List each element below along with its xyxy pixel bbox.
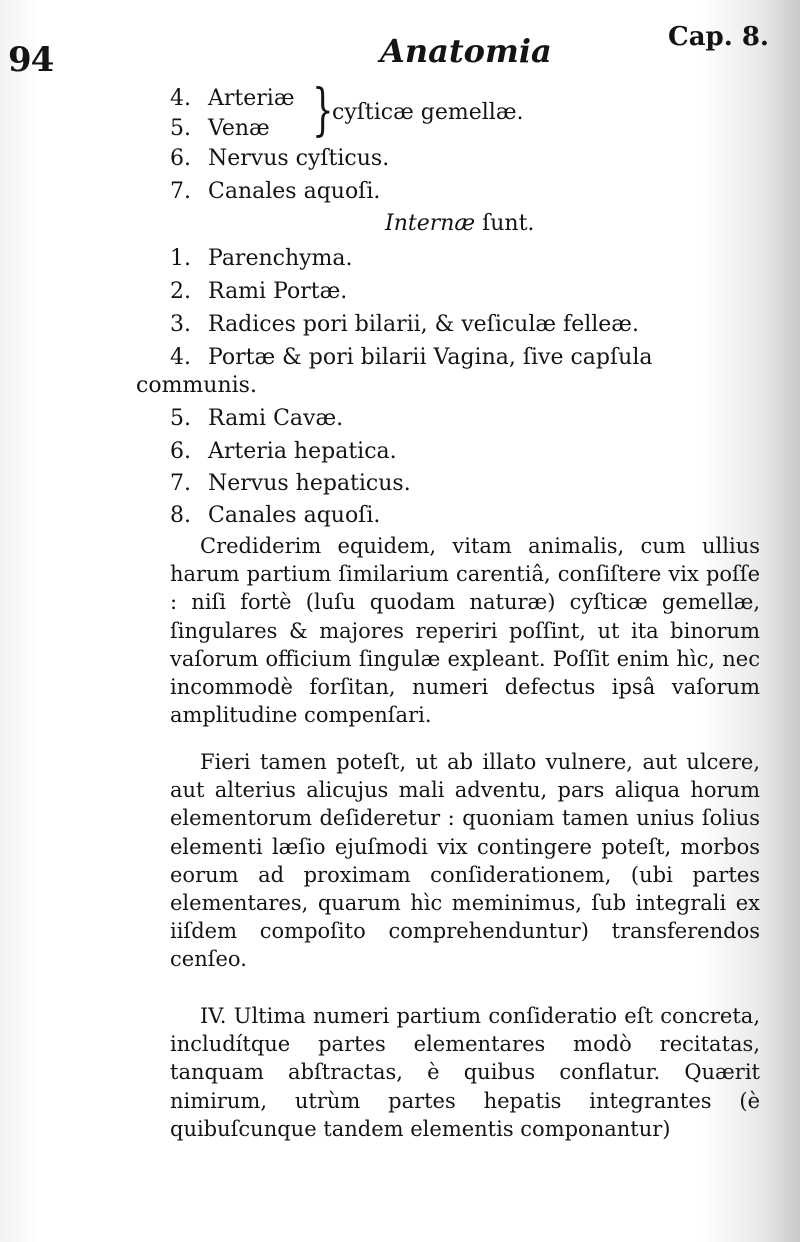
list-number: 7. — [170, 471, 191, 496]
paragraph — [170, 1002, 760, 1143]
list-text: Nervus hepaticus. — [208, 471, 411, 496]
list-number: 7. — [170, 179, 191, 204]
list-text: communis. — [136, 373, 257, 398]
paragraph — [170, 748, 760, 974]
list-text: Rami Portæ. — [208, 279, 348, 304]
list-number: 5. — [170, 406, 191, 431]
list-number: 2. — [170, 279, 191, 304]
list-item — [170, 502, 380, 530]
brace-shared-text: cyſticæ gemellæ. — [332, 100, 524, 125]
section-subheading — [385, 210, 534, 238]
brace-group — [170, 78, 630, 145]
list-item — [170, 278, 347, 306]
list-item-continuation — [136, 372, 257, 400]
list-number: 4. — [170, 345, 191, 370]
list-item — [170, 115, 270, 143]
chapter-label: Cap. 8. — [668, 22, 769, 52]
list-number: 1. — [170, 246, 191, 271]
subheading-italic: Internæ — [385, 211, 476, 236]
paragraph-text: Fieri tamen poteſt, ut ab illato vulnere, aut ulcere, aut alterius alicujus mali adventu, pars aliqua horum elementorum deſideretur : quoniam tamen unius ſolius elementi læſio ejuſmodi vix contingere poteſt, morbos eorum ad proximam conſiderationem, (ubi partes elementares, quarum hìc meminimus, ſub integrali ex iiſdem compoſito comprehenduntur) transferendos cenſeo. — [170, 750, 760, 972]
page-number: 94 — [8, 40, 54, 80]
list-item — [170, 178, 380, 206]
list-item — [170, 85, 295, 113]
list-text: Portæ & pori bilarii Vagina, ſive capſula — [208, 345, 653, 370]
list-number: 5. — [170, 116, 191, 141]
list-number: 6. — [170, 146, 191, 171]
list-text: Radices pori bilarii, & veſiculæ felleæ. — [208, 312, 639, 337]
paragraph-text: Crediderim equidem, vitam animalis, cum ullius harum partium ſimilarium carentiâ, conſiſtere vix poſſe : niſi fortè (luſu quodam naturæ) cyſticæ gemellæ, ſingulares & majores reperiri poſſint, ut ita binorum vaſorum officium ſingulæ expleant. Poſſit enim hìc, nec incommodè forſitan, numeri defectus ipsâ vaſorum amplitudine compenſari. — [170, 534, 760, 728]
list-item — [170, 470, 411, 498]
list-number: 8. — [170, 503, 191, 528]
list-text: Parenchyma. — [208, 246, 353, 271]
list-item — [170, 405, 343, 433]
list-text: Rami Cavæ. — [208, 406, 344, 431]
running-title: Anatomia — [380, 32, 552, 70]
curly-brace-icon: } — [312, 78, 334, 143]
list-text: Arteria hepatica. — [208, 439, 397, 464]
list-text: Arteriæ — [208, 86, 295, 111]
list-text: Canales aquoſi. — [208, 503, 381, 528]
list-text: Canales aquoſi. — [208, 179, 381, 204]
list-text: Nervus cyſticus. — [208, 146, 390, 171]
paragraph — [170, 532, 760, 729]
list-item — [170, 344, 652, 372]
subheading-rest: ſunt. — [475, 211, 535, 236]
list-item — [170, 438, 397, 466]
list-text: Venæ — [208, 116, 270, 141]
list-number: 4. — [170, 86, 191, 111]
list-item — [170, 245, 353, 273]
list-number: 6. — [170, 439, 191, 464]
paragraph-text: IV. Ultima numeri partium conſideratio eſt concreta, includítque partes elementares modò recitatas, tanquam abſtractas, è quibus conflatur. Quærit nimirum, utrùm partes hepatis integrantes (è quibuſcunque tandem elementis componantur) — [170, 1004, 760, 1141]
list-item — [170, 311, 639, 339]
list-number: 3. — [170, 312, 191, 337]
list-item — [170, 145, 389, 173]
